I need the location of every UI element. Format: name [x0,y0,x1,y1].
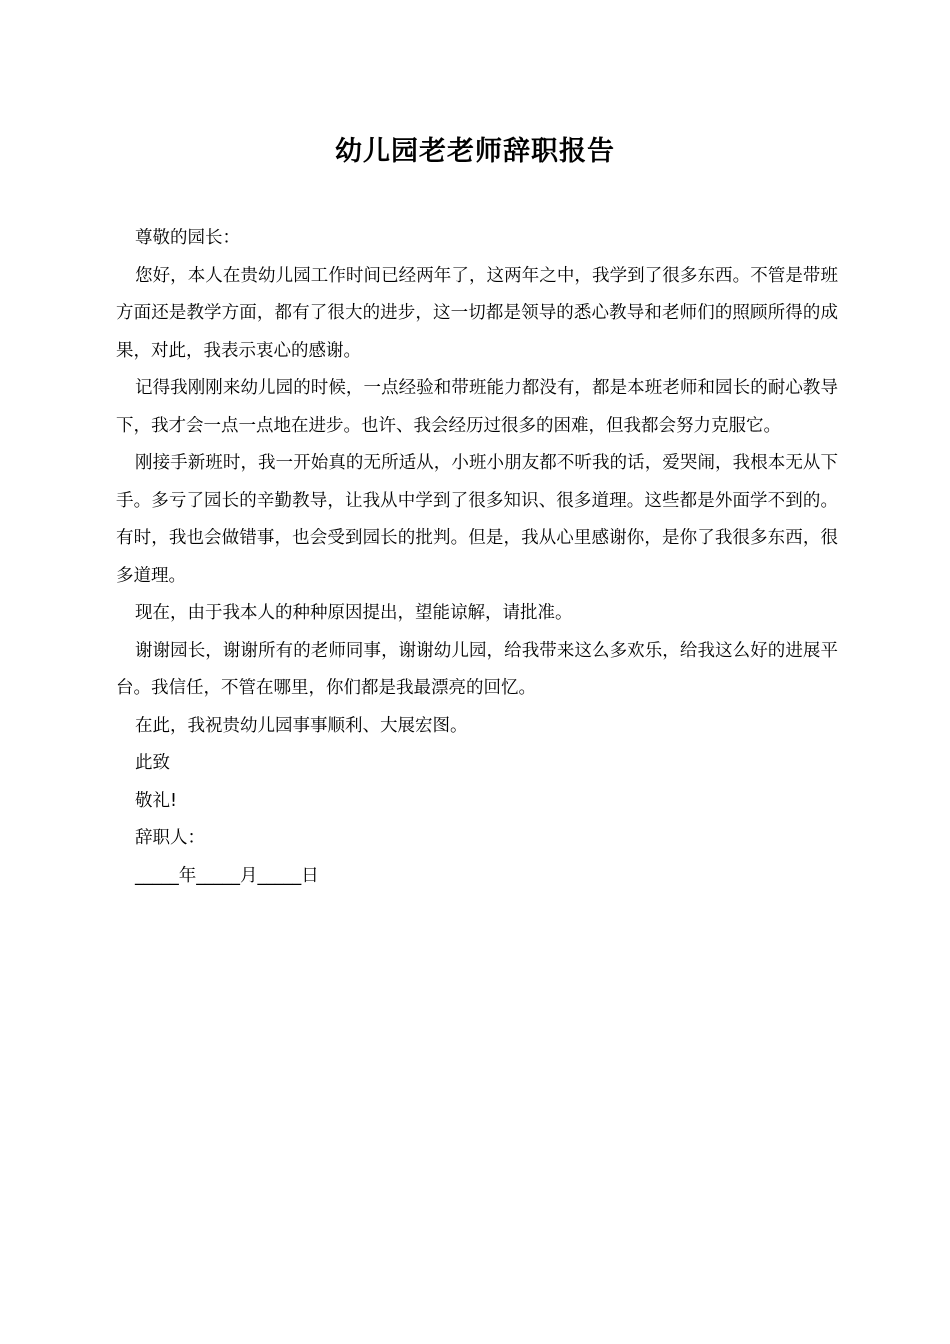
document-body [116,220,838,895]
signer-label: 辞职人： [135,828,205,848]
body-paragraph: 在此，我祝贵幼儿园事事顺利、大展宏图。 [135,715,468,736]
date-line: _____年_____月_____日 [135,865,319,886]
body-paragraph: 记得我刚刚来幼儿园的时候，一点经验和带班能力都没有，都是本班老师和园长的耐心教导下，我才会一点一点地在进步。也许、我会经历过很多的困难，但我都会努力克服它。 [116,378,838,436]
salutation: 尊敬的园长： [135,228,240,248]
document-title: 幼儿园老老师辞职报告 [335,136,615,167]
closing-line: 此致 [135,753,170,773]
closing-salute: 敬礼! [135,790,178,811]
body-paragraph: 刚接手新班时，我一开始真的无所适从，小班小朋友都不听我的话，爱哭闹，我根本无从下手。多亏了园长的辛勤教导，让我从中学到了很多知识、很多道理。这些都是外面学不到的。有时，我也会做错事，也会受到园长的批判。但是，我从心里感谢你，是你了我很多东西，很多道理。 [116,453,838,586]
body-paragraph: 现在，由于我本人的种种原因提出，望能谅解，请批准。 [135,603,573,623]
body-paragraph: 谢谢园长，谢谢所有的老师同事，谢谢幼儿园，给我带来这么多欢乐，给我这么好的进展平台。我信任，不管在哪里，你们都是我最漂亮的回忆。 [116,640,838,698]
body-paragraph: 您好，本人在贵幼儿园工作时间已经两年了，这两年之中，我学到了很多东西。不管是带班方面还是教学方面，都有了很大的进步，这一切都是领导的悉心教导和老师们的照顾所得的成果，对此，我表示衷心的感谢。 [116,265,838,361]
